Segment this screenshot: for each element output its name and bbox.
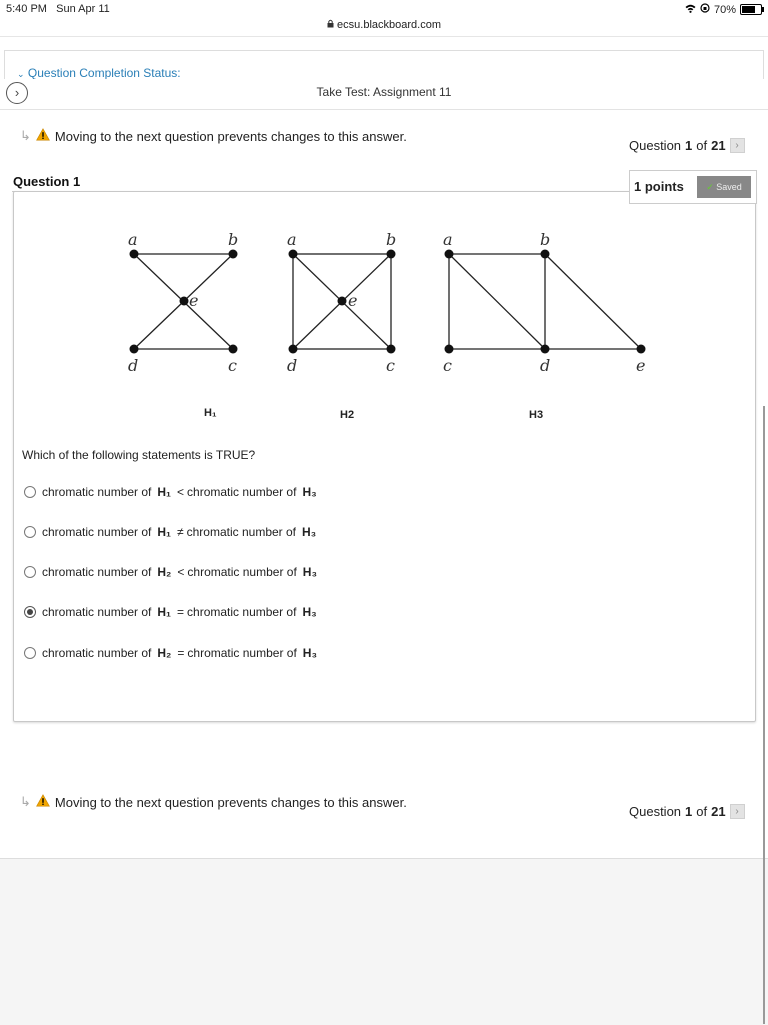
graph2-label-c: c [386, 356, 395, 375]
next-question-button[interactable]: › [730, 138, 745, 153]
option-text: chromatic number of [42, 485, 152, 499]
graph2-vertex-d [289, 345, 298, 354]
warning-icon [36, 794, 50, 810]
scrollbar[interactable] [763, 406, 765, 1024]
warning-icon [36, 128, 50, 144]
answer-option-1[interactable] [24, 482, 320, 502]
graph1-vertex-d [130, 345, 139, 354]
question-counter-bottom [629, 804, 745, 819]
option-text: chromatic number of [187, 605, 297, 619]
wifi-icon [685, 4, 696, 16]
option-text: chromatic number of [187, 485, 297, 499]
graph2-label-b: b [386, 230, 397, 249]
option-text: chromatic number of [42, 646, 152, 660]
option-graph: H₁ [157, 485, 172, 499]
graph-name-h2: H2 [340, 409, 355, 421]
graph2-label-a: a [287, 230, 297, 249]
counter-total: 21 [711, 138, 726, 153]
answer-option-2[interactable] [24, 522, 319, 542]
orientation-lock-icon [700, 3, 710, 16]
graph3-label-e: e [636, 356, 646, 375]
saved-status-button[interactable] [697, 176, 751, 198]
warning-text: Moving to the next question prevents changes to this answer. [54, 128, 407, 144]
counter-of: of [696, 804, 708, 819]
graph-name-h1: H₁ [204, 407, 217, 419]
option-graph: H₃ [302, 565, 318, 579]
graph3-label-b: b [540, 230, 551, 249]
page-title: Take Test: Assignment 11 [316, 85, 452, 99]
option-graph: H₃ [302, 646, 318, 660]
saved-label: Saved [716, 182, 742, 192]
graph1-label-b: b [228, 230, 239, 249]
graph1-vertex-a [130, 250, 139, 259]
graph1-label-d: d [128, 356, 139, 375]
graph3-vertex-c [445, 345, 454, 354]
chevron-down-icon: ⌄ [17, 69, 25, 79]
return-arrow-icon: ↳ [20, 128, 31, 143]
address-bar[interactable] [0, 16, 768, 37]
graph1-vertex-c [229, 345, 238, 354]
graph3-vertex-b [541, 250, 550, 259]
graph3-label-a: a [443, 230, 453, 249]
graph-name-h3: H3 [529, 409, 544, 421]
next-question-button[interactable]: › [730, 804, 745, 819]
graph3-vertex-a [445, 250, 454, 259]
graph3-vertex-d [541, 345, 550, 354]
battery-percent: 70% [713, 3, 736, 16]
status-time-date [6, 3, 110, 15]
graph1-label-a: a [128, 230, 138, 249]
answer-option-5[interactable] [24, 643, 320, 663]
battery-icon [740, 4, 762, 15]
option-graph: H₁ [157, 525, 172, 539]
chevron-right-icon[interactable]: › [6, 82, 28, 104]
radio-button[interactable] [24, 526, 36, 538]
points-value: 1 points [634, 179, 684, 194]
lock-icon [327, 19, 337, 31]
counter-prefix: Question [629, 138, 682, 153]
graph1-vertex-e [180, 297, 189, 306]
counter-total: 21 [711, 804, 726, 819]
option-graph: H₂ [157, 565, 172, 579]
graph-figure [100, 225, 680, 385]
counter-current: 1 [685, 138, 693, 153]
graph3-label-c: c [443, 356, 452, 375]
graph1-label-c: c [228, 356, 237, 375]
graph2-vertex-a [289, 250, 298, 259]
radio-button[interactable] [24, 647, 36, 659]
status-indicators [685, 3, 762, 16]
option-operator: = [177, 646, 185, 660]
option-operator: = [177, 605, 185, 619]
option-graph: H₁ [157, 605, 172, 619]
status-time: 5:40 PM [6, 3, 47, 15]
option-operator: < [177, 485, 185, 499]
graph3-vertex-e [637, 345, 646, 354]
url-text: ecsu.blackboard.com [337, 19, 441, 31]
counter-current: 1 [685, 804, 693, 819]
completion-status-label: Question Completion Status: [27, 66, 181, 79]
option-text: chromatic number of [186, 525, 297, 539]
test-header [0, 78, 768, 110]
option-graph: H₃ [302, 525, 317, 539]
radio-button[interactable] [24, 486, 36, 498]
option-operator: ≠ [177, 525, 184, 539]
option-text: chromatic number of [42, 605, 152, 619]
return-arrow-icon: ↳ [20, 794, 31, 809]
status-date: Sun Apr 11 [56, 3, 110, 15]
graph2-label-d: d [287, 356, 298, 375]
question-label: Question 1 [13, 174, 81, 189]
radio-button[interactable] [24, 566, 36, 578]
option-text: chromatic number of [42, 565, 152, 579]
counter-prefix: Question [629, 804, 682, 819]
graph3-label-d: d [540, 356, 551, 375]
warning-message-top [20, 128, 407, 144]
answer-option-4[interactable] [24, 602, 320, 622]
counter-of: of [696, 138, 708, 153]
radio-button-selected[interactable] [24, 606, 36, 618]
warning-text: Moving to the next question prevents changes to this answer. [54, 794, 407, 810]
option-text: chromatic number of [187, 646, 297, 660]
footer-area [0, 858, 768, 1025]
option-graph: H₃ [302, 485, 317, 499]
option-operator: < [177, 565, 185, 579]
option-text: chromatic number of [42, 525, 152, 539]
check-icon: ✓ [706, 182, 714, 192]
question-prompt: Which of the following statements is TRUE? [22, 448, 256, 462]
graph2-label-e: e [348, 291, 358, 310]
option-graph: H₃ [302, 605, 317, 619]
graph2-vertex-b [387, 250, 396, 259]
points-panel [629, 170, 757, 204]
warning-message-bottom [20, 794, 407, 810]
graph2-vertex-c [387, 345, 396, 354]
graph2-vertex-e [338, 297, 347, 306]
graph1-vertex-b [229, 250, 238, 259]
option-text: chromatic number of [187, 565, 297, 579]
completion-status-panel[interactable] [4, 50, 764, 79]
option-graph: H₂ [157, 646, 172, 660]
graph1-label-e: e [189, 291, 199, 310]
question-counter-top [629, 138, 745, 153]
answer-option-3[interactable] [24, 562, 320, 582]
